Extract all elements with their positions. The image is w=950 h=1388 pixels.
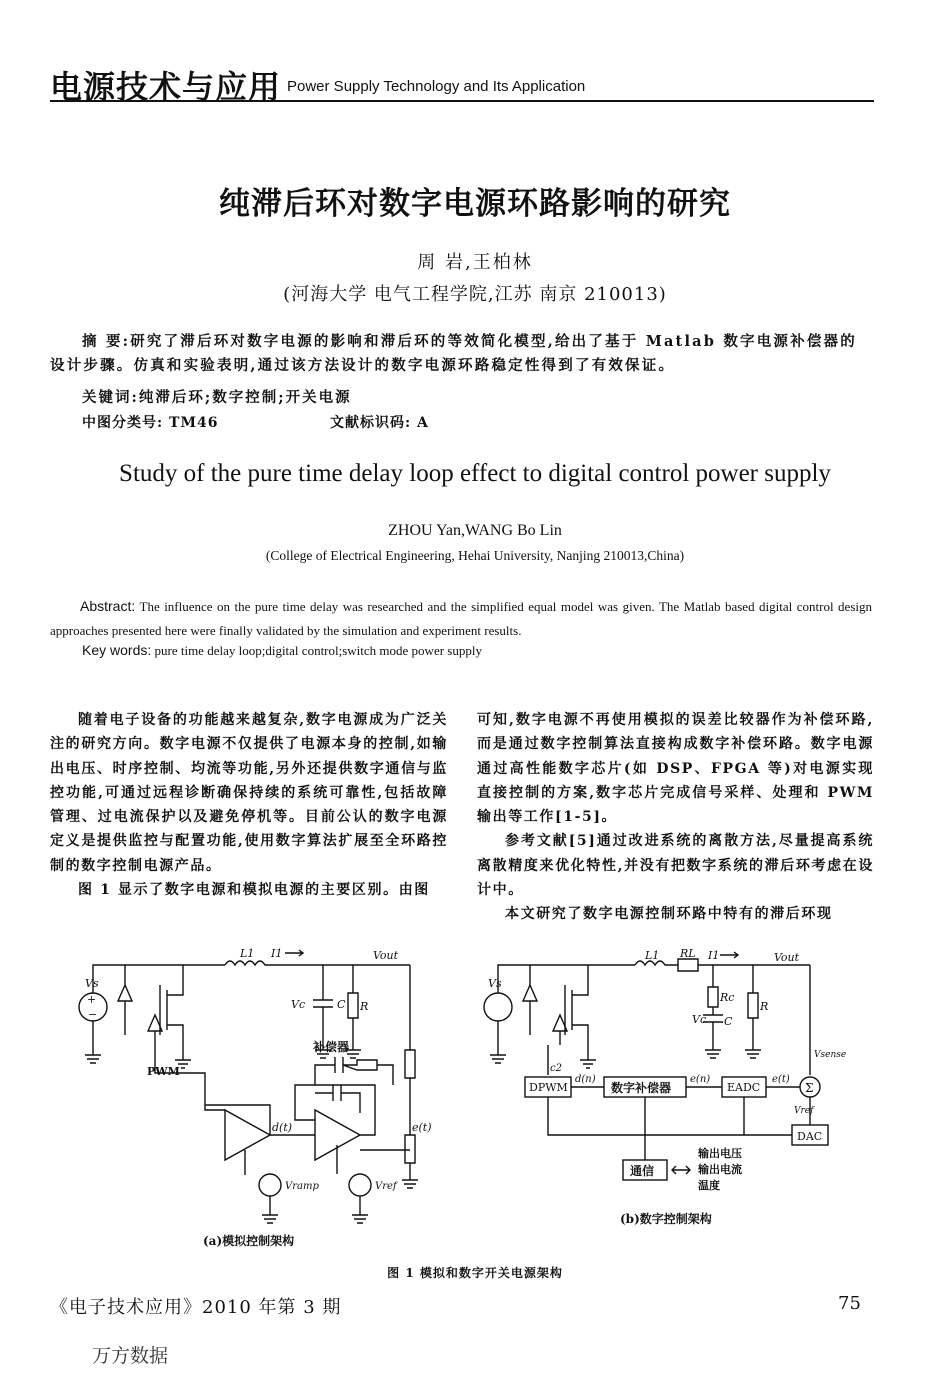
pwm-comparator: [225, 1110, 270, 1160]
journal-name-cn: 电源技术与应用: [50, 68, 282, 106]
body-paragraph: 随着电子设备的功能越来越复杂,数字电源成为广泛关注的研究方向。数字电源不仅提供了电源本身的控制,如输出电压、时序控制、均流等功能,另外还提供数字通信与监控功能,可通过远程诊断确保持续的系统可靠性,包括故障管理、过电流保护以及避免停机等。目前公认的数字电源定义是提供监控与配置功能,使用数字算法扩展至全环路控制的数字控制电源产品。: [50, 712, 448, 874]
label-c: C: [337, 998, 346, 1011]
journal-name-en: Power Supply Technology and Its Application: [287, 78, 586, 95]
svg-text:−: −: [88, 1008, 98, 1021]
label-vc: Vc: [291, 998, 306, 1011]
abstract-en: [50, 594, 872, 643]
label-c: C: [724, 1015, 733, 1028]
keywords-cn-label: 关键词:: [82, 389, 139, 406]
body-paragraph: 参考文献[5]通过改进系统的离散方法,尽量提高系统离散精度来优化特性,并没有把数字系统的滞后环考虑在设计中。: [477, 833, 874, 899]
paper-title-en: Study of the pure time delay loop effect to digital control power supply: [119, 460, 831, 487]
body-paragraph: 图 1 显示了数字电源和模拟电源的主要区别。由图: [78, 882, 430, 899]
label-vref: Vref: [794, 1106, 814, 1116]
body-paragraph: 可知,数字电源不再使用模拟的误差比较器作为补偿环路,而是通过数字控制算法直接构成数字补偿环路。数字电源通过高性能数字芯片(如 DSP、FPGA 等)对电源实现直接控制的方案,数字芯片完成信号采样、处理和 PWM 输出等工作[1-5]。: [477, 712, 874, 826]
paper-title-cn: 纯滞后环对数字电源环路影响的研究: [219, 186, 731, 222]
label-i1: I1: [271, 947, 283, 960]
abstract-en-text: The influence on the pure time delay was researched and the simplified equal model was given. The Matlab based digital control design approaches presented here were finally validated by the simulation and experiment results.: [50, 599, 872, 638]
sigma-label: Σ: [805, 1081, 814, 1095]
label-l1: L1: [240, 947, 255, 960]
label-pwm: PWM: [147, 1065, 180, 1078]
authors-cn: 周 岩,王柏林: [417, 252, 533, 273]
abstract-en-label: Abstract:: [80, 598, 136, 614]
keywords-en: [82, 642, 482, 659]
label-compensator: 补偿器: [313, 1040, 350, 1054]
body-column-left: [50, 708, 448, 902]
keywords-en-label: Key words:: [82, 642, 152, 658]
footer-journal: 《电子技术应用》2010 年第 3 期: [50, 1297, 342, 1318]
label-rl: RL: [680, 947, 696, 960]
label-vout: Vout: [373, 949, 399, 962]
keywords-cn-text: 纯滞后环;数字控制;开关电源: [138, 389, 352, 406]
label-vout: Vout: [774, 951, 800, 964]
watermark: 万方数据: [92, 1345, 169, 1367]
eadc-label: EADC: [727, 1081, 761, 1094]
header-rule: [50, 100, 874, 102]
label-vref: Vref: [375, 1181, 397, 1192]
output-voltage-label: 输出电压: [698, 1147, 742, 1160]
label-vs: Vs: [488, 977, 502, 990]
label-r: R: [360, 1000, 369, 1013]
label-vs: Vs: [85, 977, 99, 990]
abstract-cn: [50, 330, 872, 378]
body-column-right: [477, 708, 874, 927]
keywords-cn: [82, 386, 352, 407]
label-dt: d(t): [272, 1121, 293, 1134]
figure-a-caption: (a)模拟控制架构: [203, 1234, 295, 1248]
body-paragraph: 本文研究了数字电源控制环路中特有的滞后环现: [505, 906, 833, 923]
classification-cn: [82, 412, 218, 432]
doc-code-label: 文献标识码:: [330, 415, 412, 431]
page-number: 75: [838, 1293, 861, 1314]
label-dn: d(n): [575, 1074, 596, 1085]
figure-b-caption: (b)数字控制架构: [620, 1212, 712, 1226]
doc-code-cn: [330, 412, 429, 432]
label-vc: Vc: [692, 1013, 707, 1026]
figure-b-circuit: [480, 945, 880, 1235]
doc-code-value: A: [417, 415, 429, 431]
output-current-label: 输出电流: [698, 1163, 742, 1176]
affiliation-en: (College of Electrical Engineering, Hehai University, Nanjing 210013,China): [265, 548, 685, 563]
abstract-cn-label: 摘 要:: [82, 333, 131, 350]
temperature-label: 温度: [698, 1179, 720, 1192]
label-r: R: [760, 1000, 769, 1013]
label-i1: I1: [708, 949, 720, 962]
figure-caption: 图 1 模拟和数字开关电源架构: [387, 1266, 563, 1280]
abstract-cn-text: 研究了滞后环对数字电源的影响和滞后环的等效简化模型,给出了基于 Matlab 数字电源补偿器的设计步骤。仿真和实验表明,通过该方法设计的数字电源环路稳定性得到了有效保证。: [50, 333, 857, 374]
figure-a-circuit: [75, 945, 455, 1255]
classification-value: TM46: [169, 415, 219, 431]
vref-source: [349, 1174, 371, 1196]
label-rc: Rc: [720, 991, 735, 1004]
svg-text:+: +: [87, 993, 97, 1006]
label-l1: L1: [645, 949, 660, 962]
authors-en: ZHOU Yan,WANG Bo Lin: [388, 522, 562, 539]
affiliation-cn: (河海大学 电气工程学院,江苏 南京 210013): [283, 284, 667, 305]
label-et: e(t): [412, 1121, 432, 1134]
voltage-source-vs: [484, 993, 512, 1021]
label-en: e(n): [690, 1074, 711, 1085]
classification-label: 中图分类号:: [82, 415, 164, 431]
dpwm-label: DPWM: [529, 1081, 568, 1094]
label-vramp: Vramp: [285, 1181, 319, 1192]
ramp-source: [259, 1174, 281, 1196]
dac-label: DAC: [797, 1130, 823, 1143]
digital-compensator-label: 数字补偿器: [611, 1081, 672, 1095]
label-vsense: Vsense: [814, 1050, 847, 1060]
keywords-en-text: pure time delay loop;digital control;switch mode power supply: [154, 643, 482, 658]
label-c2: c2: [550, 1063, 562, 1074]
communication-label: 通信: [630, 1164, 655, 1178]
label-et: e(t): [772, 1074, 790, 1085]
